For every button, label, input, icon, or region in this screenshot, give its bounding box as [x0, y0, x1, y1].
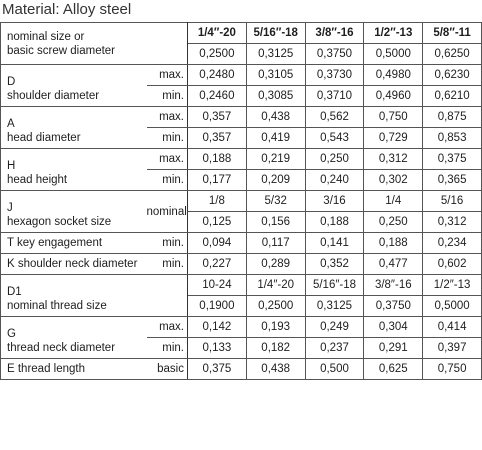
thread-size-label: [1, 275, 147, 317]
thread-neck-max-value: 0,249: [305, 317, 364, 338]
thread-neck-max-row: [1, 317, 482, 338]
shoulder-neck-value: 0,602: [423, 254, 482, 275]
g-label: thread neck diameter: [7, 342, 116, 354]
size-header: 3/8″-16: [305, 23, 364, 44]
socket-size-fraction: 1/8: [188, 191, 247, 212]
head-diameter-min-value: 0,419: [246, 128, 305, 149]
head-height-min-value: 0,302: [364, 170, 423, 191]
thread-length-value: 0,500: [305, 359, 364, 380]
min-label: min.: [147, 128, 188, 149]
d-label: shoulder diameter: [7, 90, 100, 102]
thread-length-value: 0,625: [364, 359, 423, 380]
thread-length-value: 0,375: [188, 359, 247, 380]
thread-neck-min-value: 0,237: [305, 338, 364, 359]
thread-neck-label: [1, 317, 147, 359]
h-label: head height: [7, 174, 68, 186]
nominal-limit-cell: [147, 23, 188, 65]
socket-size-label: [1, 191, 147, 233]
thread-size-value: 1/2″-13: [423, 275, 482, 296]
head-height-max-value: 0,188: [188, 149, 247, 170]
head-height-min-value: 0,209: [246, 170, 305, 191]
j-label: hexagon socket size: [7, 216, 112, 228]
thread-neck-max-value: 0,414: [423, 317, 482, 338]
nominal-diameter-value: 0,6250: [423, 44, 482, 65]
max-label: max.: [147, 65, 188, 86]
j-code: J: [7, 202, 13, 214]
head-height-max-row: [1, 149, 482, 170]
head-diameter-label: [1, 107, 147, 149]
basic-label: basic: [147, 359, 188, 380]
g-code: G: [7, 328, 16, 340]
key-engagement-label: T key engagement: [1, 233, 147, 254]
header-row: [1, 23, 482, 44]
head-diameter-max-value: 0,875: [423, 107, 482, 128]
d1-code: D1: [7, 286, 22, 298]
max-label: max.: [147, 107, 188, 128]
nominal-diameter-value: 0,2500: [188, 44, 247, 65]
thread-decimal-value: 0,3750: [364, 296, 423, 317]
thread-size-value: 1/4″-20: [246, 275, 305, 296]
thread-neck-min-value: 0,182: [246, 338, 305, 359]
head-diameter-min-value: 0,853: [423, 128, 482, 149]
thread-size-row: [1, 275, 482, 296]
thread-decimal-value: 0,3125: [305, 296, 364, 317]
max-label: max.: [147, 149, 188, 170]
thread-neck-min-value: 0,133: [188, 338, 247, 359]
size-header: 1/4″-20: [188, 23, 247, 44]
shoulder-diameter-max-row: [1, 65, 482, 86]
thread-size-value: 3/8″-16: [364, 275, 423, 296]
shoulder-neck-value: 0,227: [188, 254, 247, 275]
shoulder-diameter-min-value: 0,3710: [305, 86, 364, 107]
shoulder-neck-label: K shoulder neck diameter: [1, 254, 147, 275]
socket-size-decimal: 0,312: [423, 212, 482, 233]
shoulder-neck-value: 0,477: [364, 254, 423, 275]
head-height-label: [1, 149, 147, 191]
d-code: D: [7, 76, 16, 88]
socket-size-fraction-row: [1, 191, 482, 212]
shoulder-neck-value: 0,289: [246, 254, 305, 275]
key-engagement-value: 0,141: [305, 233, 364, 254]
head-diameter-max-value: 0,438: [246, 107, 305, 128]
dimension-table: [0, 22, 482, 380]
socket-size-fraction: 1/4: [364, 191, 423, 212]
nominal-size-label: [1, 23, 147, 65]
thread-length-value: 0,750: [423, 359, 482, 380]
thread-neck-min-value: 0,397: [423, 338, 482, 359]
head-height-max-value: 0,250: [305, 149, 364, 170]
head-diameter-min-value: 0,543: [305, 128, 364, 149]
thread-neck-max-value: 0,193: [246, 317, 305, 338]
key-engagement-value: 0,117: [246, 233, 305, 254]
shoulder-diameter-max-value: 0,3105: [246, 65, 305, 86]
socket-size-fraction: 5/16: [423, 191, 482, 212]
min-label: min.: [147, 86, 188, 107]
min-label: min.: [147, 254, 188, 275]
shoulder-diameter-max-value: 0,4980: [364, 65, 423, 86]
head-height-max-value: 0,312: [364, 149, 423, 170]
shoulder-diameter-max-value: 0,6230: [423, 65, 482, 86]
head-height-max-value: 0,219: [246, 149, 305, 170]
size-header: 1/2″-13: [364, 23, 423, 44]
head-diameter-min-value: 0,729: [364, 128, 423, 149]
shoulder-diameter-min-value: 0,4960: [364, 86, 423, 107]
socket-size-fraction: 3/16: [305, 191, 364, 212]
thread-decimal-value: 0,1900: [188, 296, 247, 317]
shoulder-diameter-max-value: 0,2480: [188, 65, 247, 86]
thread-size-value: 10-24: [188, 275, 247, 296]
head-height-min-value: 0,177: [188, 170, 247, 191]
socket-size-decimal: 0,125: [188, 212, 247, 233]
key-engagement-value: 0,094: [188, 233, 247, 254]
size-header: 5/8″-11: [423, 23, 482, 44]
head-diameter-max-value: 0,750: [364, 107, 423, 128]
nominal-limit-label: nominal: [147, 191, 188, 233]
head-diameter-max-row: [1, 107, 482, 128]
socket-size-fraction: 5/32: [246, 191, 305, 212]
min-label: min.: [147, 233, 188, 254]
head-height-min-value: 0,365: [423, 170, 482, 191]
thread-size-value: 5/16″-18: [305, 275, 364, 296]
nominal-diameter-value: 0,3750: [305, 44, 364, 65]
max-label: max.: [147, 317, 188, 338]
nominal-label-line2: basic screw diameter: [7, 44, 116, 57]
shoulder-neck-row: [1, 254, 482, 275]
thread-length-row: [1, 359, 482, 380]
thread-decimal-value: 0,2500: [246, 296, 305, 317]
key-engagement-row: [1, 233, 482, 254]
shoulder-diameter-min-value: 0,2460: [188, 86, 247, 107]
head-diameter-min-value: 0,357: [188, 128, 247, 149]
socket-size-decimal: 0,188: [305, 212, 364, 233]
head-diameter-max-value: 0,562: [305, 107, 364, 128]
key-engagement-value: 0,234: [423, 233, 482, 254]
socket-size-decimal: 0,250: [364, 212, 423, 233]
shoulder-diameter-max-value: 0,3730: [305, 65, 364, 86]
thread-neck-min-value: 0,291: [364, 338, 423, 359]
head-height-min-value: 0,240: [305, 170, 364, 191]
thread-neck-max-value: 0,142: [188, 317, 247, 338]
h-code: H: [7, 160, 16, 172]
min-label: min.: [147, 170, 188, 191]
thread-neck-max-value: 0,304: [364, 317, 423, 338]
a-label: head diameter: [7, 132, 81, 144]
a-code: A: [7, 118, 15, 130]
thread-limit-cell: [147, 275, 188, 317]
thread-length-value: 0,438: [246, 359, 305, 380]
min-label: min.: [147, 338, 188, 359]
nominal-diameter-value: 0,3125: [246, 44, 305, 65]
thread-decimal-value: 0,5000: [423, 296, 482, 317]
socket-size-decimal: 0,156: [246, 212, 305, 233]
shoulder-diameter-min-value: 0,3085: [246, 86, 305, 107]
shoulder-neck-value: 0,352: [305, 254, 364, 275]
material-title: Material: Alloy steel: [2, 1, 132, 18]
head-height-max-value: 0,375: [423, 149, 482, 170]
shoulder-diameter-label: [1, 65, 147, 107]
nominal-diameter-value: 0,5000: [364, 44, 423, 65]
shoulder-diameter-min-value: 0,6210: [423, 86, 482, 107]
size-header: 5/16″-18: [246, 23, 305, 44]
nominal-label-line1: nominal size or: [7, 30, 85, 43]
d1-label: nominal thread size: [7, 300, 107, 312]
key-engagement-value: 0,188: [364, 233, 423, 254]
head-diameter-max-value: 0,357: [188, 107, 247, 128]
thread-length-label: E thread length: [1, 359, 147, 380]
